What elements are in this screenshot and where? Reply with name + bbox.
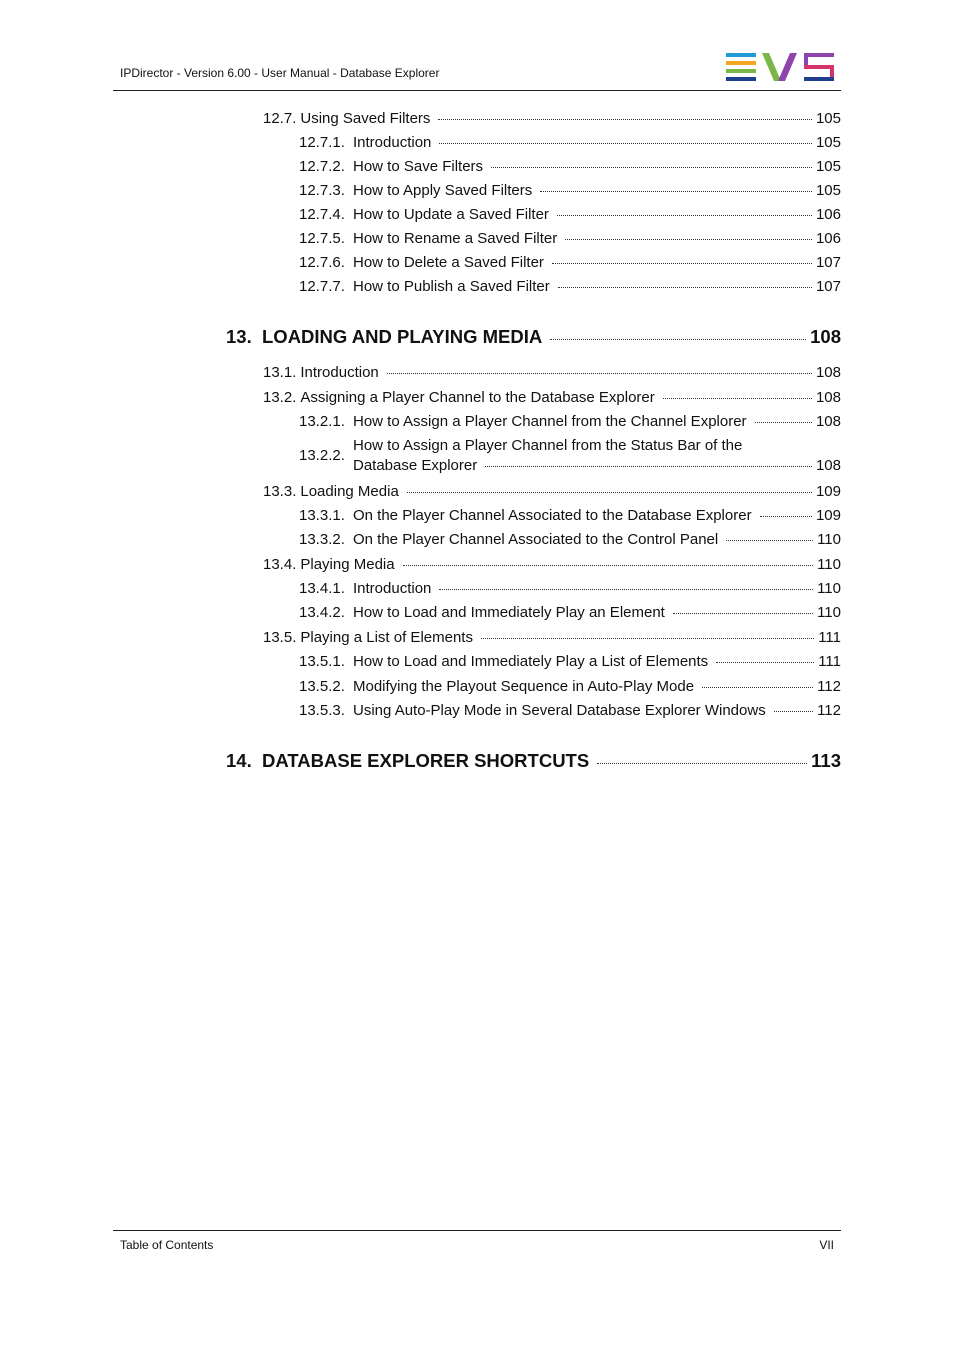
toc-entry-13-2-1[interactable]: [299, 413, 841, 430]
toc-title: Playing Media: [300, 556, 395, 573]
toc-page-number: 108: [815, 457, 841, 474]
logo-s-bar-mid: [804, 65, 834, 69]
toc-title: On the Player Channel Associated to the Database Explorer: [353, 507, 752, 524]
toc-page-number: 108: [810, 326, 841, 347]
toc-entry-12-7-5[interactable]: [299, 230, 841, 247]
toc-entry-13-3[interactable]: [263, 483, 841, 500]
toc-title: How to Apply Saved Filters: [353, 182, 533, 199]
toc-leader-dots: [557, 215, 812, 216]
toc-page-number: 107: [815, 278, 841, 295]
document-header-title: IPDirector - Version 6.00 - User Manual - Database Explorer: [120, 66, 440, 80]
toc-leader-dots: [485, 466, 812, 467]
logo-e-bar-bottom: [726, 77, 756, 81]
toc-page-number: 108: [815, 413, 841, 430]
logo-s-side-left: [804, 53, 808, 67]
toc-page-number: 105: [815, 158, 841, 175]
header-rule: [113, 90, 841, 91]
toc-page-number: 110: [817, 580, 841, 597]
toc-page-number: 105: [815, 134, 841, 151]
toc-entry-13-5-1[interactable]: [299, 653, 841, 670]
logo-e-bar-2: [726, 61, 756, 65]
toc-title: How to Publish a Saved Filter: [353, 278, 550, 295]
toc-title: Using Auto-Play Mode in Several Database Explorer Windows: [353, 702, 766, 719]
toc-entry-12-7-6[interactable]: [299, 254, 841, 271]
toc-entry-13-4-2[interactable]: [299, 604, 841, 621]
toc-leader-dots: [491, 167, 812, 168]
toc-title: Playing a List of Elements: [300, 629, 473, 646]
toc-number: 13.4.2.: [299, 604, 345, 621]
evs-logo: [726, 53, 834, 81]
logo-v-right: [778, 53, 797, 81]
toc-page-number: 110: [817, 531, 841, 548]
toc-page-number: 105: [815, 182, 841, 199]
toc-page-number: 109: [815, 483, 841, 500]
toc-title: How to Update a Saved Filter: [353, 206, 549, 223]
toc-number: 13.4.1.: [299, 580, 345, 597]
toc-number: 13.3.: [263, 483, 297, 500]
toc-page-number: 106: [815, 230, 841, 247]
toc-entry-13-4-1[interactable]: [299, 580, 841, 597]
toc-title: DATABASE EXPLORER SHORTCUTS: [262, 750, 590, 771]
toc-page-number: 109: [815, 507, 841, 524]
toc-number: 13.3.2.: [299, 531, 345, 548]
logo-s-bar-top: [804, 53, 834, 57]
toc-leader-dots: [565, 239, 812, 240]
toc-leader-dots: [403, 565, 813, 566]
toc-leader-dots: [552, 263, 812, 264]
toc-entry-12-7-7[interactable]: [299, 278, 841, 295]
toc-entry-13-4[interactable]: [263, 556, 841, 573]
toc-number: 14.: [226, 750, 252, 771]
toc-leader-dots: [702, 687, 813, 688]
toc-entry-12-7-3[interactable]: [299, 182, 841, 199]
toc-title: Introduction: [300, 364, 379, 381]
toc-number: 12.7.3.: [299, 182, 345, 199]
toc-entry-13-5-2[interactable]: [299, 678, 841, 695]
toc-number: 13.2.1.: [299, 413, 345, 430]
toc-number: 13.5.3.: [299, 702, 345, 719]
toc-page-number: 112: [817, 678, 841, 695]
toc-leader-dots: [481, 638, 814, 639]
toc-number: 12.7.6.: [299, 254, 345, 271]
toc-title: How to Load and Immediately Play an Element: [353, 604, 665, 621]
logo-s-bar-bottom: [804, 77, 834, 81]
toc-entry-12-7-2[interactable]: [299, 158, 841, 175]
toc-number: 13.3.1.: [299, 507, 345, 524]
toc-number: 13.2.2.: [299, 447, 345, 464]
toc-leader-dots: [673, 613, 813, 614]
toc-title-line-1: How to Assign a Player Channel from the Status Bar of the: [353, 437, 743, 454]
toc-number: 12.7.1.: [299, 134, 345, 151]
toc-leader-dots: [663, 398, 812, 399]
toc-title: Introduction: [353, 134, 432, 151]
footer-section-title: Table of Contents: [120, 1238, 214, 1252]
toc-entry-13-2[interactable]: [263, 389, 841, 406]
toc-leader-dots: [387, 373, 812, 374]
toc-page-number: 107: [815, 254, 841, 271]
logo-v-left: [762, 53, 781, 81]
toc-entry-13-3-1[interactable]: [299, 507, 841, 524]
toc-leader-dots: [407, 492, 812, 493]
toc-leader-dots: [550, 339, 806, 340]
toc-title: How to Save Filters: [353, 158, 484, 175]
logo-e-bar-3: [726, 69, 756, 73]
toc-page-number: 105: [815, 110, 841, 127]
toc-number: 12.7.7.: [299, 278, 345, 295]
toc-title: Loading Media: [300, 483, 399, 500]
toc-title-line-2-row: [353, 457, 841, 474]
toc-entry-13-3-2[interactable]: [299, 531, 841, 548]
toc-title: LOADING AND PLAYING MEDIA: [262, 326, 543, 347]
toc-entry-13-2-2[interactable]: [299, 437, 841, 477]
toc-page-number: 111: [818, 629, 841, 646]
toc-number: 13.5.1.: [299, 653, 345, 670]
toc-leader-dots: [774, 711, 813, 712]
toc-title: How to Load and Immediately Play a List of Elements: [353, 653, 709, 670]
toc-page-number: 113: [811, 750, 841, 771]
toc-leader-dots: [438, 119, 812, 120]
footer-page-number: VII: [819, 1238, 834, 1252]
toc-leader-dots: [726, 540, 813, 541]
toc-leader-dots: [540, 191, 812, 192]
toc-number: 12.7.4.: [299, 206, 345, 223]
toc-leader-dots: [439, 589, 813, 590]
footer-rule: [113, 1230, 841, 1231]
toc-leader-dots: [597, 763, 807, 764]
toc-title: Introduction: [353, 580, 432, 597]
toc-chapter-14[interactable]: [226, 750, 841, 772]
toc-title: Modifying the Playout Sequence in Auto-Play Mode: [353, 678, 695, 695]
toc-number: 13.1.: [263, 364, 297, 381]
toc-title: How to Assign a Player Channel from the Channel Explorer: [353, 413, 747, 430]
toc-number: 13.2.: [263, 389, 297, 406]
toc-entry-13-5[interactable]: [263, 629, 841, 646]
toc-page-number: 106: [815, 206, 841, 223]
toc-entry-12-7[interactable]: [263, 110, 841, 127]
toc-page-number: 108: [815, 389, 841, 406]
toc-number: 12.7.5.: [299, 230, 345, 247]
toc-leader-dots: [755, 422, 812, 423]
toc-chapter-13[interactable]: [226, 326, 841, 348]
toc-title: How to Rename a Saved Filter: [353, 230, 558, 247]
toc-leader-dots: [558, 287, 812, 288]
toc-number: 13.5.2.: [299, 678, 345, 695]
toc-page-number: 110: [817, 604, 841, 621]
toc-number: 12.7.2.: [299, 158, 345, 175]
toc-title: How to Delete a Saved Filter: [353, 254, 544, 271]
toc-title: Using Saved Filters: [300, 110, 431, 127]
toc-entry-13-5-3[interactable]: [299, 702, 841, 719]
toc-number: 12.7.: [263, 110, 297, 127]
toc-page-number: 108: [815, 364, 841, 381]
toc-entry-12-7-1[interactable]: [299, 134, 841, 151]
toc-leader-dots: [439, 143, 812, 144]
toc-number: 13.5.: [263, 629, 297, 646]
toc-title: Assigning a Player Channel to the Database Explorer: [300, 389, 655, 406]
toc-page-number: 111: [818, 653, 841, 670]
toc-title: On the Player Channel Associated to the Control Panel: [353, 531, 719, 548]
toc-entry-12-7-4[interactable]: [299, 206, 841, 223]
toc-page-number: 112: [817, 702, 841, 719]
toc-leader-dots: [760, 516, 812, 517]
logo-e-bar-top: [726, 53, 756, 57]
toc-leader-dots: [716, 662, 814, 663]
toc-entry-13-1[interactable]: [263, 364, 841, 381]
toc-title-line-2: Database Explorer: [353, 457, 478, 474]
toc-page-number: 110: [817, 556, 841, 573]
toc-number: 13.: [226, 326, 252, 347]
toc-number: 13.4.: [263, 556, 297, 573]
